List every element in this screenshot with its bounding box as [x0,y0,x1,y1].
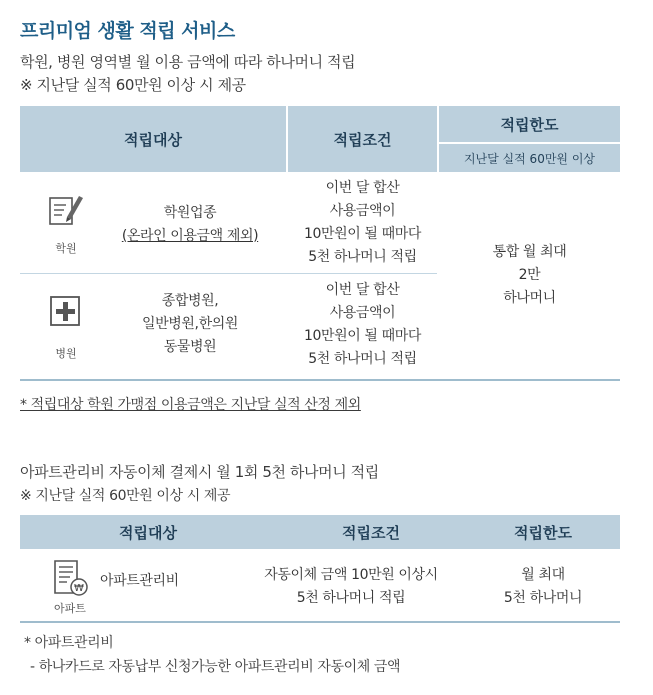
bill-won-icon [50,558,90,598]
section-subtitle: 학원, 병원 영역별 월 이용 금액에 따라 하나머니 적립 [20,53,356,71]
section-title: 프리미엄 생활 적립 서비스 [20,20,235,42]
condition-line: 자동이체 금액 10만원 이상시 [264,567,438,583]
table2-header [20,515,620,549]
header-label-limit-sub: 지난달 실적 60만원 이상 [463,151,596,166]
target-apartment: 아파트관리비 [100,572,179,589]
limit-line: 2만 [518,266,541,283]
table2-bottom-rule [20,621,620,623]
target-academy [100,190,280,260]
medical-cross-icon [48,294,84,330]
icon-label-hospital: 병원 [55,347,77,360]
section2-condition: ※ 지난달 실적 60만원 이상 시 제공 [20,488,231,504]
footnote2-text: - 하나카드로 자동납부 신청가능한 아파트관리비 자동이체 금액 [30,659,401,675]
footnote2-title: * 아파트관리비 [24,635,114,651]
condition-line: 5천 하나머니 적립 [308,351,417,367]
target-hospital-line: 동물병원 [163,338,217,355]
target-hospital [100,286,280,362]
header2-label-limit: 적립한도 [514,523,572,542]
icon-label-academy: 학원 [55,242,77,255]
section-condition: ※ 지난달 실적 60만원 이상 시 제공 [20,76,246,94]
table-header-target [20,106,286,172]
target-hospital-line: 종합병원, [161,292,219,309]
notepad-pen-icon [46,190,86,230]
condition-apartment [236,562,466,612]
row-divider [20,273,437,274]
condition-line: 사용금액이 [329,203,396,219]
limit-line: 5천 하나머니 [503,590,583,606]
svg-text:₩: ₩ [74,583,84,594]
condition-hospital [288,276,437,374]
table-bottom-rule [20,379,620,381]
header-label-condition: 적립조건 [333,130,392,149]
condition-line: 5천 하나머니 적립 [308,249,417,265]
limit-line: 하나머니 [503,289,556,306]
condition-line: 이번 달 합산 [325,180,400,196]
table-header-limit-sub [439,144,620,172]
limit-apartment [466,562,620,612]
condition-line: 10만원이 될 때마다 [304,328,421,344]
footnote: * 적립대상 학원 가맹점 이용금액은 지난달 실적 산정 제외 [20,397,361,413]
target-academy-line2: (온라인 이용금액 제외) [121,228,259,244]
header-label-target: 적립대상 [124,130,182,149]
condition-line: 5천 하나머니 적립 [296,590,406,606]
condition-academy [288,174,437,272]
condition-line: 10만원이 될 때마다 [304,226,421,242]
header2-label-target: 적립대상 [119,523,177,542]
header2-label-condition: 적립조건 [342,523,400,542]
condition-line: 사용금액이 [329,305,396,321]
limit-line: 통합 월 최대 [492,243,567,260]
table-header-condition [288,106,437,172]
header-label-limit: 적립한도 [500,115,559,134]
condition-line: 이번 달 합산 [325,282,400,298]
section2-subtitle: 아파트관리비 자동이체 결제시 월 1회 5천 하나머니 적립 [20,463,379,481]
table-header-limit [439,106,620,142]
icon-label-apartment: 아파트 [54,602,86,615]
target-academy-line1: 학원업종 [163,205,217,221]
limit-line: 월 최대 [521,567,565,583]
target-hospital-line: 일반병원,한의원 [142,315,238,332]
limit-merged [439,230,620,320]
